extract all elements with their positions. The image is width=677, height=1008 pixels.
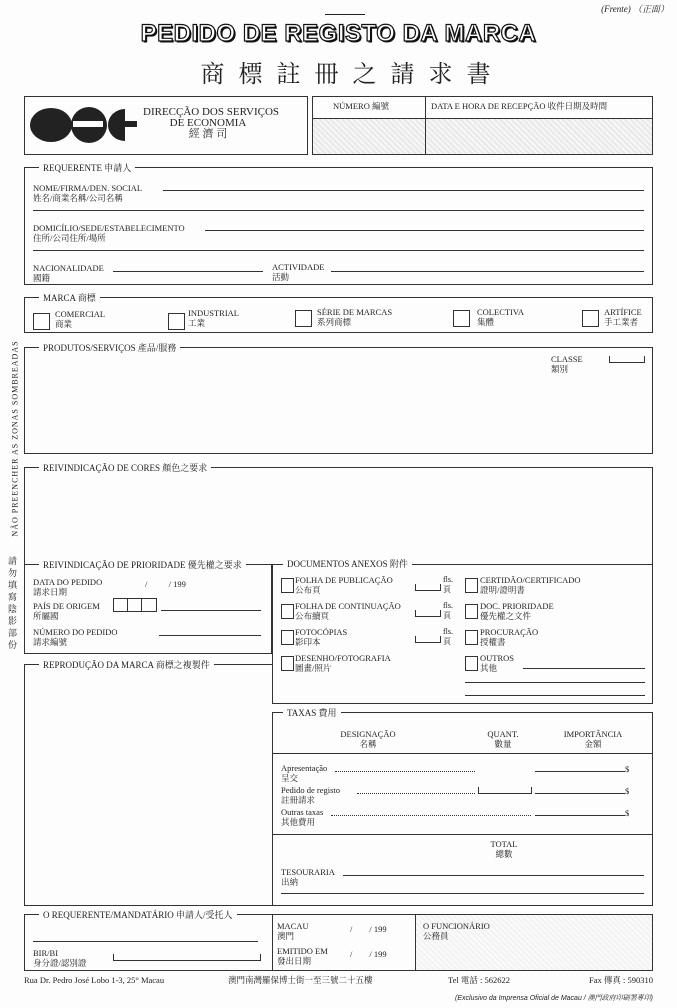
agency-name-2: DE ECONOMIA [169, 117, 247, 129]
side-note: NÃO PREENCHER AS ZONAS SOMBREADAS [10, 340, 20, 537]
outros-field-3[interactable] [465, 695, 645, 696]
checkbox[interactable] [281, 604, 294, 619]
anexo-label-cn: 影印本 [295, 637, 321, 647]
nacionalidade-label: NACIONALIDADE [33, 263, 104, 273]
data-pedido-label: DATA DO PEDIDO [33, 577, 103, 587]
produtos-legend: PRODUTOS/SERVIÇOS 產品/服務 [39, 341, 180, 354]
cores-legend: REIVINDICAÇÃO DE CORES 顏色之要求 [39, 461, 211, 474]
dse-logo [29, 107, 139, 143]
footer-fax: Fax 傳真 : 590310 [589, 975, 653, 985]
designacao-header-cn: 名稱 [359, 739, 377, 749]
requerente-legend: REQUERENTE 申請人 [39, 161, 135, 174]
anexo-label: OUTROS [480, 653, 515, 663]
anexos-legend: DOCUMENTOS ANEXOS 附件 [283, 557, 412, 570]
tesouraria-field[interactable] [343, 875, 644, 876]
checkbox[interactable] [465, 656, 478, 671]
data-pedido-label-cn: 請求日期 [33, 587, 68, 597]
page-title: PEDIDO DE REGISTO DA MARCA [140, 20, 537, 47]
anexo-label-cn: 公布續頁 [295, 611, 330, 621]
divider [325, 14, 365, 15]
marca-section [24, 293, 653, 333]
macau-label-cn: 澳門 [277, 931, 295, 941]
fls-field-1[interactable] [415, 584, 441, 591]
fls-label-cn: 頁 [443, 585, 451, 594]
fls-label-cn: 頁 [443, 611, 451, 620]
emitido-label: EMITIDO EM [277, 946, 328, 956]
numero-pedido-label-cn: 請求編號 [33, 637, 68, 647]
footer-printer: (Exclusivo da Imprensa Oficial de Macau / 澳門政府印刷署專印) [455, 995, 653, 1002]
taxa-label: Apresentação [281, 763, 328, 773]
option-label: COLECTIVA [477, 307, 525, 317]
taxa-label-cn: 呈交 [281, 773, 299, 783]
fls-field-3[interactable] [415, 636, 441, 643]
anexo-label-cn: 其他 [480, 663, 498, 673]
numero-field [313, 119, 425, 154]
importancia-header: IMPORTÂNCIA [563, 729, 623, 739]
outros-field[interactable] [523, 668, 645, 669]
total-label: TOTAL [490, 839, 518, 849]
emitido-date-field[interactable]: / / 199 [350, 949, 387, 959]
domicilio-field[interactable] [205, 230, 644, 231]
importancia-field-2[interactable] [535, 793, 625, 794]
emitido-label-cn: 發出日期 [277, 956, 312, 966]
anexo-label: DOC. PRIORIDADE [480, 601, 554, 611]
total-label-cn: 總數 [495, 849, 513, 859]
anexo-label-cn: 圖畫/照片 [295, 663, 332, 673]
fls-label: fls. [443, 627, 453, 636]
anexo-label: CERTIDÃO/CERTIFICADO [480, 575, 581, 585]
importancia-field-3[interactable] [535, 815, 625, 816]
fls-field-2[interactable] [415, 610, 441, 617]
assinatura-section [24, 910, 653, 971]
marca-legend: MARCA 商標 [39, 291, 100, 304]
reproducao-section[interactable] [24, 660, 272, 906]
numero-pedido-field[interactable] [159, 635, 261, 636]
funcionario-label-cn: 公務員 [423, 931, 449, 941]
checkbox[interactable] [281, 656, 294, 671]
domicilio-label-cn: 住所/公司住所/場所 [33, 233, 106, 243]
signature-field[interactable] [33, 941, 258, 942]
quant-header: QUANT. [487, 729, 519, 739]
nome-field[interactable] [163, 190, 644, 191]
footer-address-cn: 澳門南灣羅保博士街一至三號二十五樓 [228, 975, 373, 985]
prioridade-legend: REIVINDICAÇÃO DE PRIORIDADE 優先權之要求 [39, 558, 246, 571]
option-label-cn: 系列商標 [317, 317, 352, 327]
domicilio-label: DOMICÍLIO/SEDE/ESTABELECIMENTO [33, 223, 185, 233]
anexo-label-cn: 證明/證明書 [480, 585, 525, 595]
bir-field[interactable] [113, 954, 261, 961]
option-label: INDUSTRIAL [188, 308, 239, 318]
classe-field[interactable] [609, 356, 645, 363]
designacao-header: DESIGNAÇÃO [340, 729, 396, 739]
anexo-label-cn: 優先權之文件 [480, 611, 532, 621]
reception-date-label: DATA E HORA DE RECEPÇÃO 收件日期及時間 [431, 101, 608, 111]
tesouraria-field-2[interactable] [281, 893, 644, 894]
actividade-field[interactable] [331, 271, 644, 272]
nome-label-cn: 姓名/商業名稱/公司名稱 [33, 193, 123, 203]
taxa-label-cn: 其他費用 [281, 817, 316, 827]
checkbox[interactable] [168, 313, 185, 330]
quant-header-cn: 數量 [494, 739, 512, 749]
bir-label: BIR/BI [33, 948, 59, 958]
actividade-label: ACTIVIDADE [272, 262, 325, 272]
currency-symbol: $ [625, 786, 630, 796]
pais-field[interactable] [161, 610, 261, 611]
checkbox[interactable] [465, 604, 478, 619]
funcionario-label: O FUNCIONÁRIO [423, 921, 490, 931]
quant-field[interactable] [478, 787, 532, 794]
option-label-cn: 工業 [188, 318, 206, 328]
tesouraria-label: TESOURARIA [281, 867, 335, 877]
prioridade-section [24, 560, 272, 654]
pais-code-field[interactable] [113, 598, 157, 612]
side-note-cn: 請勿填寫陰影部份 [8, 556, 18, 650]
anexo-label: FOTOCÓPIAS [295, 627, 348, 637]
agency-header [24, 96, 308, 155]
importancia-field-1[interactable] [535, 771, 625, 772]
nome-label: NOME/FIRMA/DEN. SOCIAL [33, 183, 143, 193]
assinatura-legend: O REQUERENTE/MANDATÁRIO 申請人/受托人 [39, 908, 237, 921]
taxa-label: Outras taxas [281, 807, 324, 817]
checkbox[interactable] [295, 310, 312, 327]
fls-label: fls. [443, 575, 453, 584]
checkbox[interactable] [582, 310, 599, 327]
reproducao-legend: REPRODUÇÃO DA MARCA 商標之複製件 [39, 658, 214, 671]
bir-label-cn: 身分證/認別證 [33, 958, 87, 968]
anexo-label: FOLHA DE CONTINUAÇÃO [295, 601, 401, 611]
anexo-label-cn: 授權書 [480, 637, 506, 647]
reception-date-field [426, 119, 652, 154]
anexos-section [272, 559, 653, 704]
macau-date-field[interactable]: / / 199 [350, 924, 387, 934]
cores-section[interactable] [24, 463, 653, 564]
nome-field-2[interactable] [33, 210, 644, 211]
actividade-label-cn: 活動 [272, 272, 290, 282]
tesouraria-label-cn: 出納 [281, 877, 299, 887]
currency-symbol: $ [625, 764, 630, 774]
checkbox[interactable] [33, 313, 50, 330]
classe-label-cn: 類別 [551, 364, 569, 374]
option-label: SÉRIE DE MARCAS [317, 307, 393, 317]
requerente-section [24, 163, 653, 285]
produtos-section[interactable] [24, 343, 653, 454]
checkbox[interactable] [281, 578, 294, 593]
anexo-label-cn: 公布頁 [295, 585, 321, 595]
option-label-cn: 集體 [477, 317, 495, 327]
numero-pedido-label: NÚMERO DO PEDIDO [33, 627, 118, 637]
currency-symbol: $ [625, 808, 630, 818]
anexo-label: PROCURAÇÃO [480, 627, 539, 637]
page-side: (Frente) （正面） [601, 4, 669, 14]
taxa-label: Pedido de registo [281, 785, 341, 795]
macau-label: MACAU [277, 921, 309, 931]
classe-label: CLASSE [551, 354, 583, 364]
importancia-header-cn: 金額 [584, 739, 602, 749]
option-label: COMERCIAL [55, 309, 106, 319]
taxas-legend: TAXAS 費用 [283, 706, 341, 719]
pais-label: PAÍS DE ORIGEM [33, 601, 100, 611]
option-label-cn: 商業 [55, 319, 73, 329]
checkbox[interactable] [465, 578, 478, 593]
option-label-cn: 手工業者 [604, 317, 639, 327]
agency-name: DIRECÇÃO DOS SERVIÇOS [143, 106, 280, 118]
checkbox[interactable] [453, 310, 470, 327]
agency-name-cn: 經 濟 司 [188, 128, 228, 140]
page-title-cn: 商標註冊之請求書 [200, 62, 505, 88]
outros-field-2[interactable] [465, 682, 645, 683]
footer-address: Rua Dr. Pedro José Lobo 1-3, 25° Macau [24, 975, 165, 985]
fls-label-cn: 頁 [443, 637, 451, 646]
anexo-label: DESENHO/FOTOGRAFIA [295, 653, 391, 663]
domicilio-field-2[interactable] [33, 250, 644, 251]
numero-label: NÚMERO 編號 [333, 101, 389, 111]
nacionalidade-label-cn: 國籍 [33, 273, 51, 283]
taxas-section [272, 708, 653, 906]
taxa-label-cn: 註冊請求 [281, 795, 316, 805]
fls-label: fls. [443, 601, 453, 610]
checkbox[interactable] [465, 630, 478, 645]
data-pedido-field[interactable]: / / 199 [145, 579, 186, 589]
anexo-label: FOLHA DE PUBLICAÇÃO [295, 575, 393, 585]
pais-label-cn: 所屬國 [33, 611, 59, 621]
reception-box [312, 96, 653, 155]
footer-tel: Tel 電話 : 562622 [448, 975, 510, 985]
checkbox[interactable] [281, 630, 294, 645]
option-label: ARTÍFICE [604, 307, 642, 317]
nacionalidade-field[interactable] [113, 271, 263, 272]
